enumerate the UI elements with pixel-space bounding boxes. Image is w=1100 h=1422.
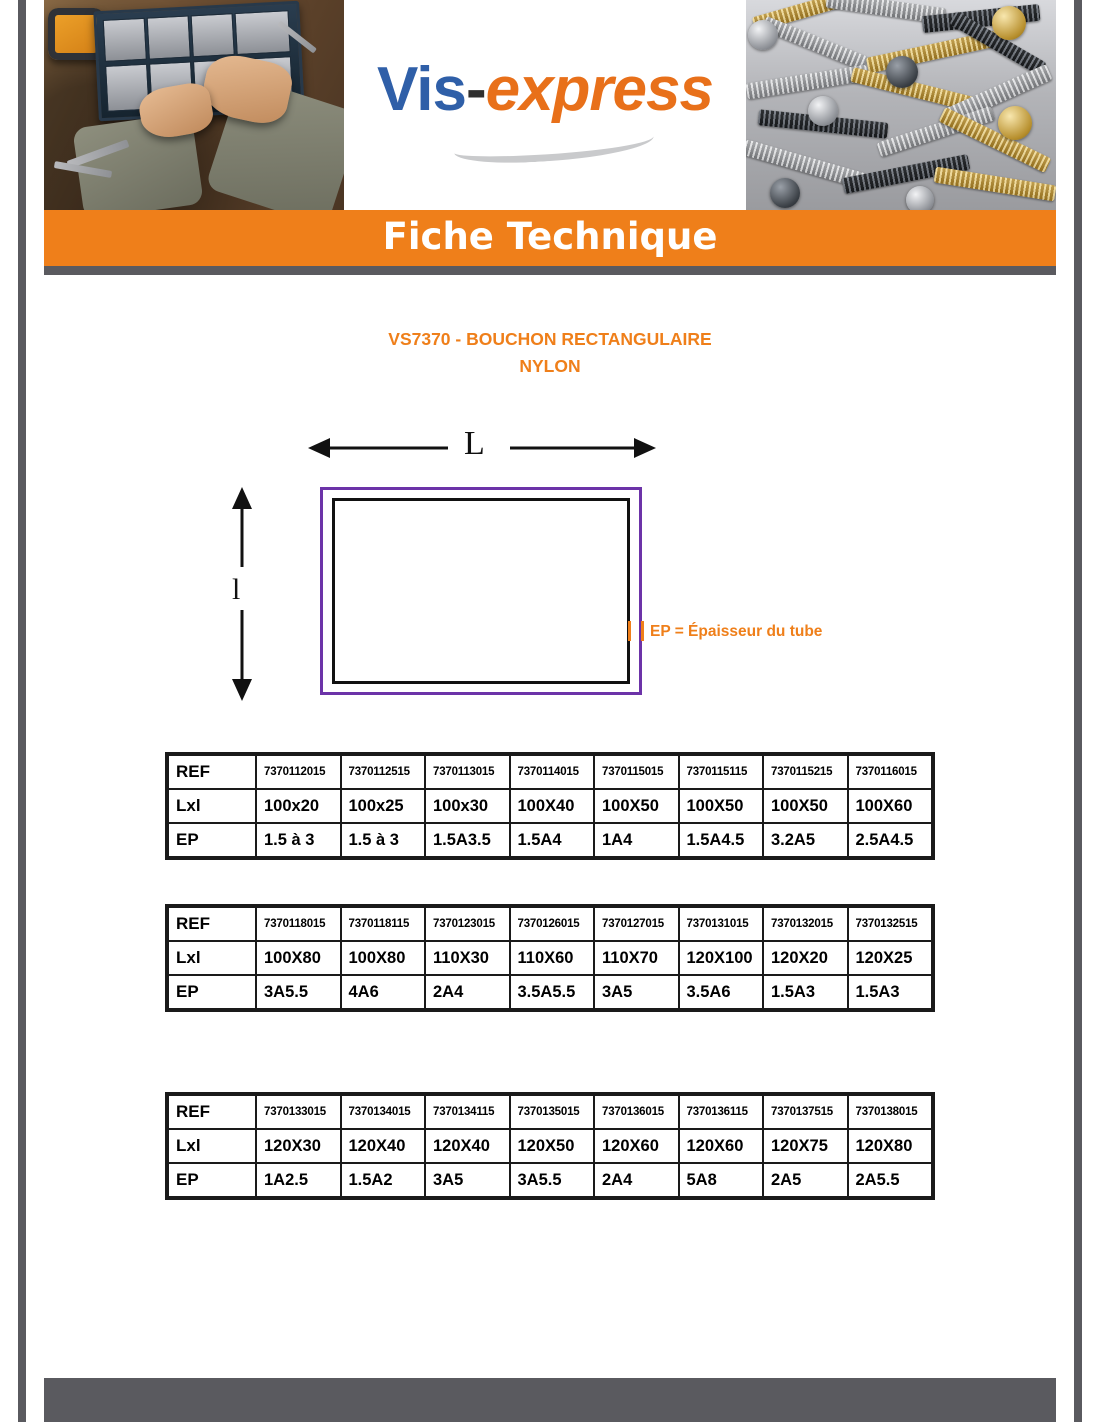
cell-ref: 7370134115: [425, 1095, 510, 1129]
fiche-technique-title: Fiche Technique: [382, 215, 718, 258]
cell-ep: 1.5A2: [341, 1163, 426, 1197]
cell-ref: 7370112015: [256, 755, 341, 789]
cell-lxl: 120X25: [848, 941, 933, 975]
cell-ep: 1.5 à 3: [341, 823, 426, 857]
cell-ref: 7370132015: [763, 907, 848, 941]
cell-ep: 1A4: [594, 823, 679, 857]
brand-logo: [344, 0, 746, 210]
cell-lxl: 110X30: [425, 941, 510, 975]
cell-ep: 3A5: [594, 975, 679, 1009]
cell-lxl: 100X50: [594, 789, 679, 823]
cell-ref: 7370113015: [425, 755, 510, 789]
cell-ep: 2.5A4.5: [848, 823, 933, 857]
cell-lxl: 100x25: [341, 789, 426, 823]
table-row: [168, 941, 932, 975]
cell-ep: 3.5A6: [679, 975, 764, 1009]
fiche-technique-banner: [44, 210, 1056, 266]
cell-lxl: 120X40: [425, 1129, 510, 1163]
cell-ref: 7370116015: [848, 755, 933, 789]
product-title-line1: VS7370 - BOUCHON RECTANGULAIRE: [388, 329, 712, 349]
cell-ref: 7370136015: [594, 1095, 679, 1129]
page-header: [44, 0, 1056, 210]
row-header-lxl: Lxl: [168, 941, 256, 975]
cell-ref: 7370126015: [510, 907, 595, 941]
header-divider: [44, 266, 1056, 275]
cell-lxl: 120X100: [679, 941, 764, 975]
product-title: [44, 326, 1056, 380]
page-footer-bar: [44, 1378, 1056, 1422]
cell-ep: 2A5: [763, 1163, 848, 1197]
cell-lxl: 100x20: [256, 789, 341, 823]
cell-ref: 7370112515: [341, 755, 426, 789]
cell-lxl: 120X30: [256, 1129, 341, 1163]
plug-inner-rectangle: [332, 498, 630, 684]
cell-ep: 1.5A4: [510, 823, 595, 857]
cell-ref: 7370137515: [763, 1095, 848, 1129]
cell-lxl: 120X50: [510, 1129, 595, 1163]
cell-lxl: 100X50: [763, 789, 848, 823]
cell-ref: 7370134015: [341, 1095, 426, 1129]
cell-ref: 7370131015: [679, 907, 764, 941]
dimension-width-label: l: [232, 573, 241, 606]
cell-ref: 7370114015: [510, 755, 595, 789]
cell-ep: 5A8: [679, 1163, 764, 1197]
workbench-photo: [44, 0, 344, 210]
screws-photo: [746, 0, 1056, 210]
cell-ref: 7370115115: [679, 755, 764, 789]
cell-ref: 7370138015: [848, 1095, 933, 1129]
table-row: [168, 755, 932, 789]
brand-logo-text: [377, 54, 713, 125]
ep-thickness-marker-icon: [628, 621, 644, 641]
cell-ref: 7370132515: [848, 907, 933, 941]
cell-ep: 3A5.5: [256, 975, 341, 1009]
cell-ep: 2A4: [594, 1163, 679, 1197]
cell-ref: 7370118015: [256, 907, 341, 941]
row-header-ep: EP: [168, 975, 256, 1009]
brand-logo-dash: -: [465, 55, 486, 124]
cell-ep: 4A6: [341, 975, 426, 1009]
brand-logo-swoosh: [453, 123, 654, 166]
cell-ep: 2A4: [425, 975, 510, 1009]
cell-ref: 7370133015: [256, 1095, 341, 1129]
spec-table-1: [165, 752, 935, 860]
cell-lxl: 100X80: [256, 941, 341, 975]
cell-lxl: 120X60: [679, 1129, 764, 1163]
cell-ep: 1A2.5: [256, 1163, 341, 1197]
cell-ep: 1.5A3.5: [425, 823, 510, 857]
row-header-ep: EP: [168, 823, 256, 857]
spec-table-2: [165, 904, 935, 1012]
cell-lxl: 100X80: [341, 941, 426, 975]
table-row: [168, 1163, 932, 1197]
spec-table-3: [165, 1092, 935, 1200]
cell-lxl: 120X40: [341, 1129, 426, 1163]
cell-ref: 7370136115: [679, 1095, 764, 1129]
row-header-lxl: Lxl: [168, 1129, 256, 1163]
cell-lxl: 120X75: [763, 1129, 848, 1163]
cell-ref: 7370115015: [594, 755, 679, 789]
table-row: [168, 789, 932, 823]
table-row: [168, 1095, 932, 1129]
cell-ep: 3.5A5.5: [510, 975, 595, 1009]
cell-lxl: 120X60: [594, 1129, 679, 1163]
cell-lxl: 120X20: [763, 941, 848, 975]
cell-ep: 1.5 à 3: [256, 823, 341, 857]
brand-logo-vis: Vis: [376, 55, 466, 124]
cell-ep: 3A5: [425, 1163, 510, 1197]
cell-ep: 3A5.5: [510, 1163, 595, 1197]
cell-lxl: 110X70: [594, 941, 679, 975]
table-row: [168, 823, 932, 857]
product-title-line2: NYLON: [519, 356, 581, 376]
ep-note: EP = Épaisseur du tube: [650, 623, 823, 640]
cell-lxl: 100x30: [425, 789, 510, 823]
technical-drawing: [180, 405, 880, 715]
cell-ep: 2A5.5: [848, 1163, 933, 1197]
table-row: [168, 975, 932, 1009]
table-row: [168, 1129, 932, 1163]
cell-lxl: 120X80: [848, 1129, 933, 1163]
row-header-lxl: Lxl: [168, 789, 256, 823]
cell-ep: 3.2A5: [763, 823, 848, 857]
cell-ref: 7370135015: [510, 1095, 595, 1129]
row-header-ref: REF: [168, 1095, 256, 1129]
cell-ep: 1.5A4.5: [679, 823, 764, 857]
cell-ref: 7370127015: [594, 907, 679, 941]
cell-lxl: 110X60: [510, 941, 595, 975]
row-header-ref: REF: [168, 907, 256, 941]
cell-lxl: 100X50: [679, 789, 764, 823]
cell-lxl: 100X60: [848, 789, 933, 823]
table-row: [168, 907, 932, 941]
row-header-ep: EP: [168, 1163, 256, 1197]
cell-ref: 7370115215: [763, 755, 848, 789]
dimension-length-label: L: [464, 425, 485, 462]
brand-logo-express: express: [485, 55, 714, 124]
cell-ref: 7370118115: [341, 907, 426, 941]
cell-ep: 1.5A3: [848, 975, 933, 1009]
row-header-ref: REF: [168, 755, 256, 789]
cell-lxl: 100X40: [510, 789, 595, 823]
cell-ep: 1.5A3: [763, 975, 848, 1009]
cell-ref: 7370123015: [425, 907, 510, 941]
